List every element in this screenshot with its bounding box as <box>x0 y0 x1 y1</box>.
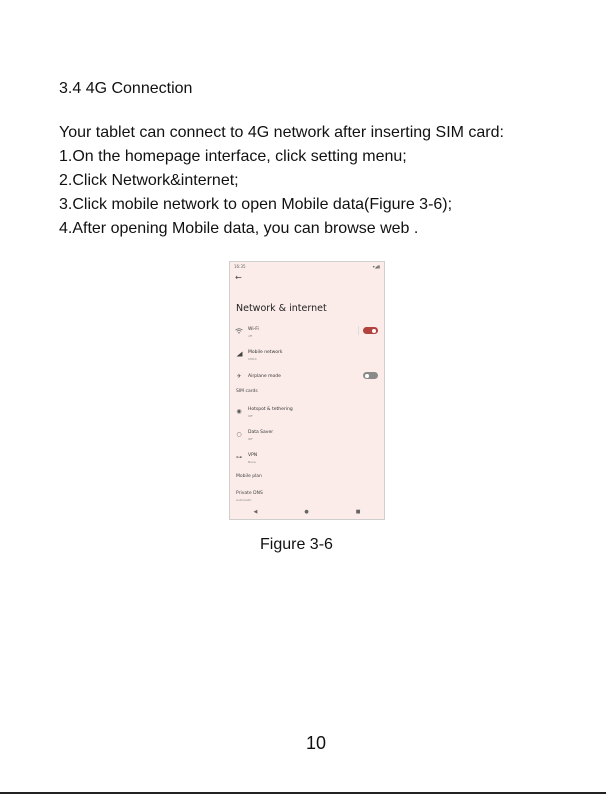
nav-recents-icon[interactable]: ■ <box>355 509 361 515</box>
signal-icon <box>234 351 244 359</box>
mobile-network-item[interactable] <box>230 349 384 369</box>
mobile-network-label: Mobile network <box>248 350 283 355</box>
data-saver-item[interactable] <box>230 429 384 449</box>
step-1: 1.On the homepage interface, click setting menu; <box>59 148 407 165</box>
divider <box>358 326 359 335</box>
nav-back-icon[interactable]: ◀ <box>253 509 258 515</box>
nav-home-icon[interactable]: ● <box>304 509 309 515</box>
figure-caption: Figure 3-6 <box>260 536 333 553</box>
data-saver-label: Data Saver <box>248 430 274 435</box>
wifi-toggle[interactable] <box>363 327 378 334</box>
hotspot-item[interactable] <box>230 406 384 426</box>
private-dns-sub: Automatic <box>236 498 252 502</box>
wifi-label: Wi-Fi <box>248 327 259 332</box>
private-dns-item[interactable]: Private DNS <box>236 491 263 496</box>
status-bar <box>234 264 380 271</box>
step-4: 4.After opening Mobile data, you can browse web . <box>59 220 419 237</box>
hotspot-sub: Off <box>248 414 253 418</box>
airplane-mode-label: Airplane mode <box>248 374 281 379</box>
data-saver-sub: Off <box>248 437 253 441</box>
footer-divider <box>0 792 606 794</box>
figure-screenshot <box>229 261 385 520</box>
status-icons: ▾◢▮ <box>372 264 380 269</box>
step-3: 3.Click mobile network to open Mobile data(Figure 3-6); <box>59 196 453 213</box>
sim-cards-item[interactable]: SIM cards <box>236 389 258 394</box>
intro-text: Your tablet can connect to 4G network after inserting SIM card: <box>59 124 504 141</box>
step-2: 2.Click Network&internet; <box>59 172 239 189</box>
status-time: 16:35 <box>234 264 246 269</box>
nav-bar <box>230 508 384 516</box>
airplane-toggle[interactable] <box>363 372 378 379</box>
airplane-mode-item[interactable] <box>230 371 384 391</box>
wifi-item[interactable] <box>230 326 384 346</box>
hotspot-icon: ◉ <box>236 408 242 415</box>
page-number: 10 <box>306 733 327 753</box>
data-saver-icon: ○ <box>236 431 242 438</box>
mobile-network-sub: CMCC <box>248 357 257 361</box>
vpn-sub: None <box>248 460 256 464</box>
vpn-label: VPN <box>248 453 258 458</box>
wifi-icon <box>234 328 244 336</box>
vpn-item[interactable] <box>230 452 384 472</box>
hotspot-label: Hotspot & tethering <box>248 407 293 412</box>
steps-list <box>59 145 452 241</box>
back-arrow-icon[interactable]: ← <box>235 273 242 282</box>
section-heading: 3.4 4G Connection <box>59 80 193 97</box>
screen-title: Network & internet <box>236 303 327 314</box>
mobile-plan-item[interactable]: Mobile plan <box>236 474 262 479</box>
airplane-icon: ✈ <box>236 373 242 380</box>
wifi-sub: off <box>248 334 252 338</box>
vpn-icon: ⊶ <box>236 454 242 461</box>
